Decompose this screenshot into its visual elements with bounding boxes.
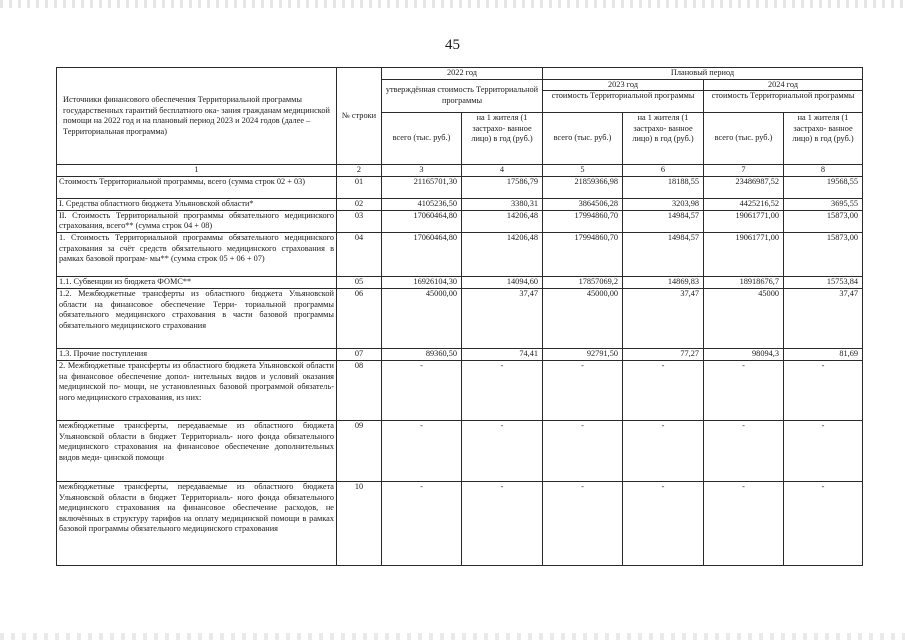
cell-total-2024: 19061771,00	[704, 210, 784, 232]
cell-total-2022: -	[382, 481, 462, 565]
cell-per-capita-2022: 14206,48	[462, 232, 543, 276]
cell-per-capita-2023: 37,47	[623, 288, 704, 348]
cell-total-2024: 18918676,7	[704, 276, 784, 288]
column-number: 3	[382, 165, 462, 177]
cell-per-capita-2024: 19568,55	[784, 176, 863, 198]
cell-total-2023: -	[543, 360, 623, 420]
row-label: I. Средства областного бюджета Ульяновской области*	[57, 198, 337, 210]
row-code: 03	[337, 210, 382, 232]
header-cost-2024: стоимость Территориальной программы	[704, 91, 863, 113]
row-code: 09	[337, 420, 382, 481]
column-numbers-row	[57, 165, 863, 177]
header-planned-period: Плановый период	[543, 68, 863, 80]
table-row	[57, 360, 863, 420]
row-label: 1.3. Прочие поступления	[57, 348, 337, 360]
header-per-capita-2023: на 1 жителя (1 застрахо- ванное лицо) в год (руб.)	[623, 113, 704, 165]
cell-total-2024: 45000	[704, 288, 784, 348]
row-label: межбюджетные трансферты, передаваемые из областного бюджета Ульяновской области в бюджет Территориаль- ного фонда обязательного медицинского страхования на финансовое обеспечение дополнительных видов меди- цинской помощи	[57, 420, 337, 481]
table-row	[57, 288, 863, 348]
cell-per-capita-2024: 15753,84	[784, 276, 863, 288]
row-code: 04	[337, 232, 382, 276]
row-code: 01	[337, 176, 382, 198]
cell-per-capita-2024: -	[784, 481, 863, 565]
cell-per-capita-2022: 14094,60	[462, 276, 543, 288]
header-year-2024: 2024 год	[704, 79, 863, 91]
header-per-capita-2022: на 1 жителя (1 застрахо- ванное лицо) в год (руб.)	[462, 113, 543, 165]
cell-per-capita-2023: 14984,57	[623, 232, 704, 276]
cell-per-capita-2024: 81,69	[784, 348, 863, 360]
row-label: 1.2. Межбюджетные трансферты из областного бюджета Ульяновской области на финансовое обеспечение Терри- ториальной программы обязательного медицинского страхования в части базовой программы обязательного медицинского страхования	[57, 288, 337, 348]
column-number: 8	[784, 165, 863, 177]
cell-per-capita-2023: -	[623, 420, 704, 481]
cell-total-2023: 21859366,98	[543, 176, 623, 198]
column-number: 1	[57, 165, 337, 177]
cell-total-2024: -	[704, 481, 784, 565]
cell-total-2022: 89360,50	[382, 348, 462, 360]
cell-total-2024: 4425216,52	[704, 198, 784, 210]
table-row	[57, 176, 863, 198]
cell-per-capita-2022: 74,41	[462, 348, 543, 360]
cell-per-capita-2023: -	[623, 481, 704, 565]
column-number: 7	[704, 165, 784, 177]
header-source-title: Источники финансового обеспечения Территориальной программы государственных гарантий бесплатного ока- зания гражданам медицинской помощи на 2022 год и на плановый период 2023 и 2024 годов (далее – Территориальная программа)	[57, 68, 337, 165]
cell-per-capita-2022: -	[462, 481, 543, 565]
table-row	[57, 232, 863, 276]
cell-per-capita-2024: 15873,00	[784, 232, 863, 276]
cell-total-2024: 23486987,52	[704, 176, 784, 198]
cell-per-capita-2022: -	[462, 420, 543, 481]
cell-total-2022: 17060464,80	[382, 232, 462, 276]
cell-per-capita-2023: 14984,57	[623, 210, 704, 232]
row-code: 02	[337, 198, 382, 210]
column-number: 5	[543, 165, 623, 177]
cell-total-2022: 45000,00	[382, 288, 462, 348]
cell-total-2022: 21165701,30	[382, 176, 462, 198]
cell-per-capita-2024: -	[784, 420, 863, 481]
header-year-2023: 2023 год	[543, 79, 704, 91]
table-row	[57, 481, 863, 565]
cell-total-2023: -	[543, 420, 623, 481]
cell-per-capita-2022: 3380,31	[462, 198, 543, 210]
row-code: 08	[337, 360, 382, 420]
row-label: 1.1. Субвенции из бюджета ФОМС**	[57, 276, 337, 288]
column-number: 6	[623, 165, 704, 177]
scan-edge-top	[0, 0, 905, 8]
row-label: 2. Межбюджетные трансферты из областного бюджета Ульяновской области на финансовое обеспечение допол- нительных видов и условий оказания медицинской по- мощи, не установленных базовой программой обязатель- ного медицинского страхования, из них:	[57, 360, 337, 420]
row-code: 10	[337, 481, 382, 565]
table-row	[57, 348, 863, 360]
cell-per-capita-2024: -	[784, 360, 863, 420]
cell-per-capita-2023: 14869,83	[623, 276, 704, 288]
header-per-capita-2024: на 1 жителя (1 застрахо- ванное лицо) в год (руб.)	[784, 113, 863, 165]
cell-per-capita-2022: 17586,79	[462, 176, 543, 198]
cell-per-capita-2024: 37,47	[784, 288, 863, 348]
cell-total-2023: 17857069,2	[543, 276, 623, 288]
header-total-2022: всего (тыс. руб.)	[382, 113, 462, 165]
table-body	[57, 176, 863, 565]
header-cost-2023: стоимость Территориальной программы	[543, 91, 704, 113]
header-row-number: № строки	[337, 68, 382, 165]
row-label: II. Стоимость Территориальной программы обязательного медицинского страхования, всего** (сумма строк 04 + 08)	[57, 210, 337, 232]
cell-per-capita-2022: 37,47	[462, 288, 543, 348]
row-code: 05	[337, 276, 382, 288]
header-approved-cost: утверждённая стоимость Территориальной программы	[382, 79, 543, 113]
table-row	[57, 198, 863, 210]
cell-total-2024: -	[704, 360, 784, 420]
cell-total-2023: 17994860,70	[543, 210, 623, 232]
cell-total-2024: -	[704, 420, 784, 481]
header-year-2022: 2022 год	[382, 68, 543, 80]
row-code: 06	[337, 288, 382, 348]
table-row	[57, 420, 863, 481]
header-total-2024: всего (тыс. руб.)	[704, 113, 784, 165]
cell-per-capita-2022: -	[462, 360, 543, 420]
row-code: 07	[337, 348, 382, 360]
cell-total-2024: 98094,3	[704, 348, 784, 360]
table-row	[57, 210, 863, 232]
cell-total-2023: -	[543, 481, 623, 565]
cell-per-capita-2022: 14206,48	[462, 210, 543, 232]
cell-total-2023: 3864506,28	[543, 198, 623, 210]
cell-total-2024: 19061771,00	[704, 232, 784, 276]
header-total-2023: всего (тыс. руб.)	[543, 113, 623, 165]
table-row	[57, 276, 863, 288]
cell-total-2022: 4105236,50	[382, 198, 462, 210]
cell-per-capita-2023: 18188,55	[623, 176, 704, 198]
page-number: 45	[445, 37, 460, 53]
cell-per-capita-2024: 3695,55	[784, 198, 863, 210]
cell-total-2022: -	[382, 420, 462, 481]
row-label: межбюджетные трансферты, передаваемые из областного бюджета Ульяновской области в бюджет Территориаль- ного фонда обязательного медицинского страхования на финансовое обеспечение расходов, не включённых в структуру тарифов на оплату медицинской помощи в рамках базовой программы обязательного медицинского страхования	[57, 481, 337, 565]
cell-total-2022: 16926104,30	[382, 276, 462, 288]
row-label: Стоимость Территориальной программы, всего (сумма строк 02 + 03)	[57, 176, 337, 198]
scan-edge-bottom	[0, 633, 905, 640]
cell-total-2022: -	[382, 360, 462, 420]
cell-total-2023: 45000,00	[543, 288, 623, 348]
cell-total-2023: 92791,50	[543, 348, 623, 360]
cell-per-capita-2023: -	[623, 360, 704, 420]
cell-per-capita-2024: 15873,00	[784, 210, 863, 232]
table-header	[57, 68, 863, 177]
cell-per-capita-2023: 3203,98	[623, 198, 704, 210]
column-number: 4	[462, 165, 543, 177]
row-label: 1. Стоимость Территориальной программы обязательного медицинского страхования за счёт средств обязательного медицинского страхования в рамках базовой програм- мы** (сумма строк 05 + 06 + 07)	[57, 232, 337, 276]
cell-per-capita-2023: 77,27	[623, 348, 704, 360]
cell-total-2022: 17060464,80	[382, 210, 462, 232]
column-number: 2	[337, 165, 382, 177]
cell-total-2023: 17994860,70	[543, 232, 623, 276]
financing-sources-table	[56, 67, 863, 566]
